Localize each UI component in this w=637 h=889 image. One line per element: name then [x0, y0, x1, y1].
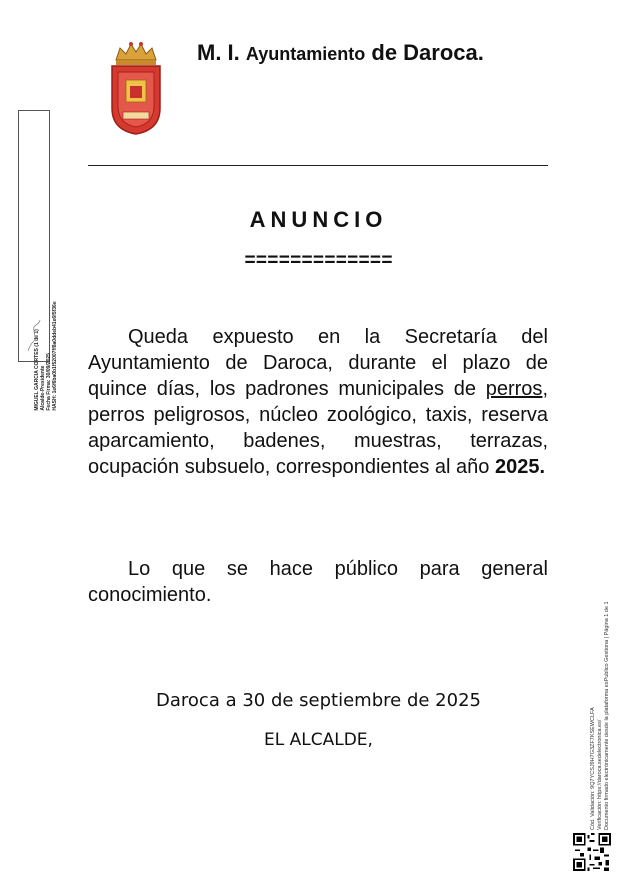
page-title	[197, 40, 484, 66]
qr-code-icon	[573, 833, 611, 871]
heading-underline: =============	[244, 250, 393, 272]
signature-line-1: MIGUEL GARCIA CORTES (1 de 1)	[34, 329, 40, 411]
header-divider	[88, 165, 548, 166]
date-line: Daroca a 30 de septiembre de 2025	[156, 690, 481, 711]
paragraph-1-year: 2025.	[494, 456, 546, 478]
paragraph-1-rest: , perros peligrosos, núcleo zoológico, taxis, reserva aparcamiento, badenes, muestras, terrazas, ocupación subsuelo, correspondientes al año	[88, 378, 548, 478]
title-middle: Ayuntamiento	[245, 44, 366, 64]
title-prefix: M. I.	[197, 40, 240, 65]
coat-of-arms-logo	[106, 38, 166, 138]
notice-paragraph-1	[88, 324, 548, 480]
validation-platform: Documento firmado electrónicamente desde la plataforma esPublico Gestiona | Página 1 de 1	[604, 601, 610, 830]
handwritten-signature	[25, 316, 43, 356]
validation-code: Cód. Validación: 9Q7YCSJ9H7G3ZF7KSEWCLFA	[590, 707, 596, 830]
validation-url: Verificación: https://daroca.sedelectronica.es/	[597, 719, 603, 830]
signature-title: EL ALCALDE,	[264, 730, 373, 750]
signature-line-2: Alcalde-Presidente	[40, 365, 46, 411]
notice-heading: ANUNCIO	[249, 207, 388, 232]
signature-line-4: HASH: 1e6f6ba0b1f52007ff8a0ddeb41e6f5f36e	[52, 301, 58, 411]
title-suffix: de Daroca.	[371, 40, 484, 65]
signature-box	[18, 110, 58, 411]
notice-paragraph-2: Lo que se hace público para general conocimiento.	[88, 558, 548, 606]
validation-metadata	[590, 601, 611, 830]
paragraph-1-underlined: perros	[485, 378, 543, 400]
paragraph-1-start: Queda expuesto en la Secretaría del Ayuntamiento de Daroca, durante el plazo de quince días, los padrones municipales de	[88, 326, 548, 400]
signature-line-3: Fecha Firma: 30/09/2025	[46, 353, 52, 411]
